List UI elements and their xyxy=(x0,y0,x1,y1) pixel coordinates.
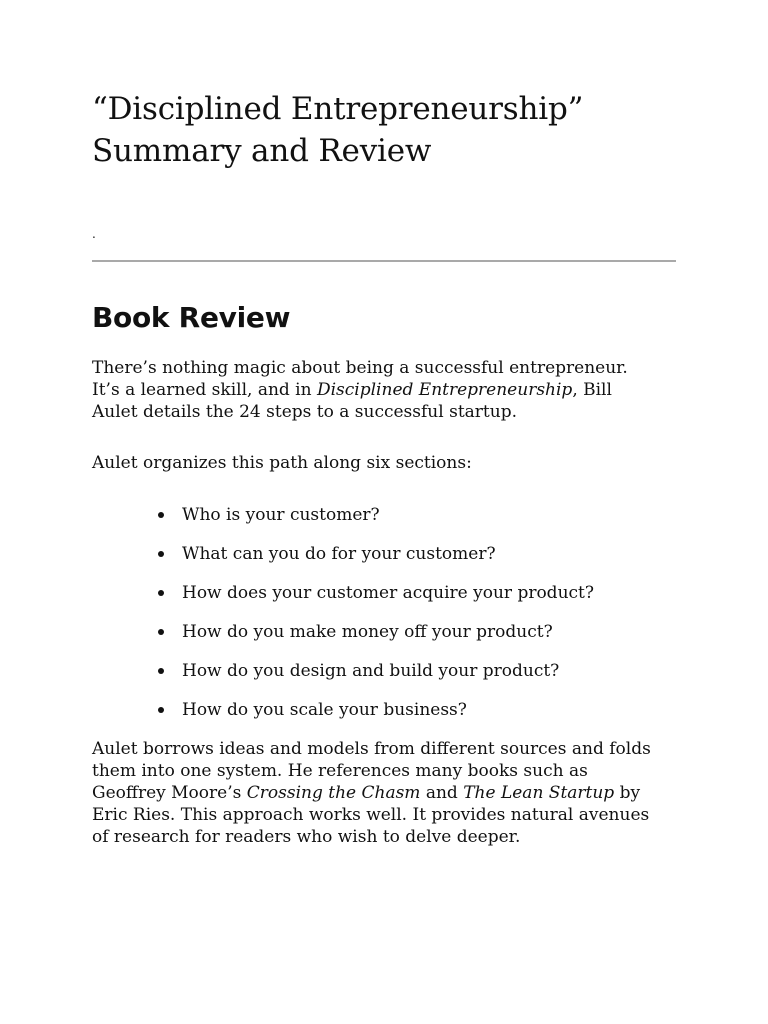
list-item xyxy=(158,660,682,682)
sources-line-2: them into one system. He references many books such as xyxy=(92,761,588,781)
sections-list xyxy=(92,504,682,721)
separator-dot: . xyxy=(92,227,96,241)
list-item-text: What can you do for your customer? xyxy=(182,544,496,564)
bullet-icon xyxy=(158,707,164,713)
title-line-2: Summary and Review xyxy=(92,133,432,169)
bullet-icon xyxy=(158,551,164,557)
sources-line-4: Eric Ries. This approach works well. It provides natural avenues xyxy=(92,805,650,825)
sources-line-5: of research for readers who wish to delve deeper. xyxy=(92,827,521,847)
list-item-text: How do you scale your business? xyxy=(182,700,467,720)
list-item-text: Who is your customer? xyxy=(182,505,380,525)
title-line-1: “Disciplined Entrepreneurship” xyxy=(92,91,584,127)
list-item xyxy=(158,699,682,721)
bullet-icon xyxy=(158,512,164,518)
sources-line-3-after: by xyxy=(614,783,641,803)
list-item xyxy=(158,621,682,643)
bullet-icon xyxy=(158,629,164,635)
bullet-icon xyxy=(158,668,164,674)
sources-line-1: Aulet borrows ideas and models from different sources and folds xyxy=(92,739,651,759)
sources-line-3-before: Geoffrey Moore’s xyxy=(92,783,247,803)
list-item xyxy=(158,582,682,604)
list-item xyxy=(158,543,682,565)
list-item-text: How do you make money off your product? xyxy=(182,622,553,642)
list-item xyxy=(158,504,682,526)
sources-paragraph xyxy=(92,738,682,848)
book-title-italic: The Lean Startup xyxy=(463,783,615,803)
sources-line-3-mid: and xyxy=(420,783,464,803)
book-title-italic: Disciplined Entrepreneurship xyxy=(316,380,573,400)
list-item-text: How does your customer acquire your product? xyxy=(182,583,594,603)
intro-line-2-after: , Bill xyxy=(572,380,612,400)
intro-line-2-before: It’s a learned skill, and in xyxy=(92,380,317,400)
horizontal-rule xyxy=(92,260,676,262)
section-heading: Book Review xyxy=(92,301,291,334)
book-title-italic: Crossing the Chasm xyxy=(246,783,421,803)
document-title xyxy=(92,88,682,172)
intro-paragraph xyxy=(92,357,682,423)
list-item-text: How do you design and build your product? xyxy=(182,661,560,681)
bullet-icon xyxy=(158,590,164,596)
intro-line-3: Aulet details the 24 steps to a successful startup. xyxy=(92,402,517,422)
intro-line-1: There’s nothing magic about being a successful entrepreneur. xyxy=(92,358,628,378)
document-page xyxy=(92,88,682,848)
sections-intro-paragraph: Aulet organizes this path along six sections: xyxy=(92,453,472,473)
